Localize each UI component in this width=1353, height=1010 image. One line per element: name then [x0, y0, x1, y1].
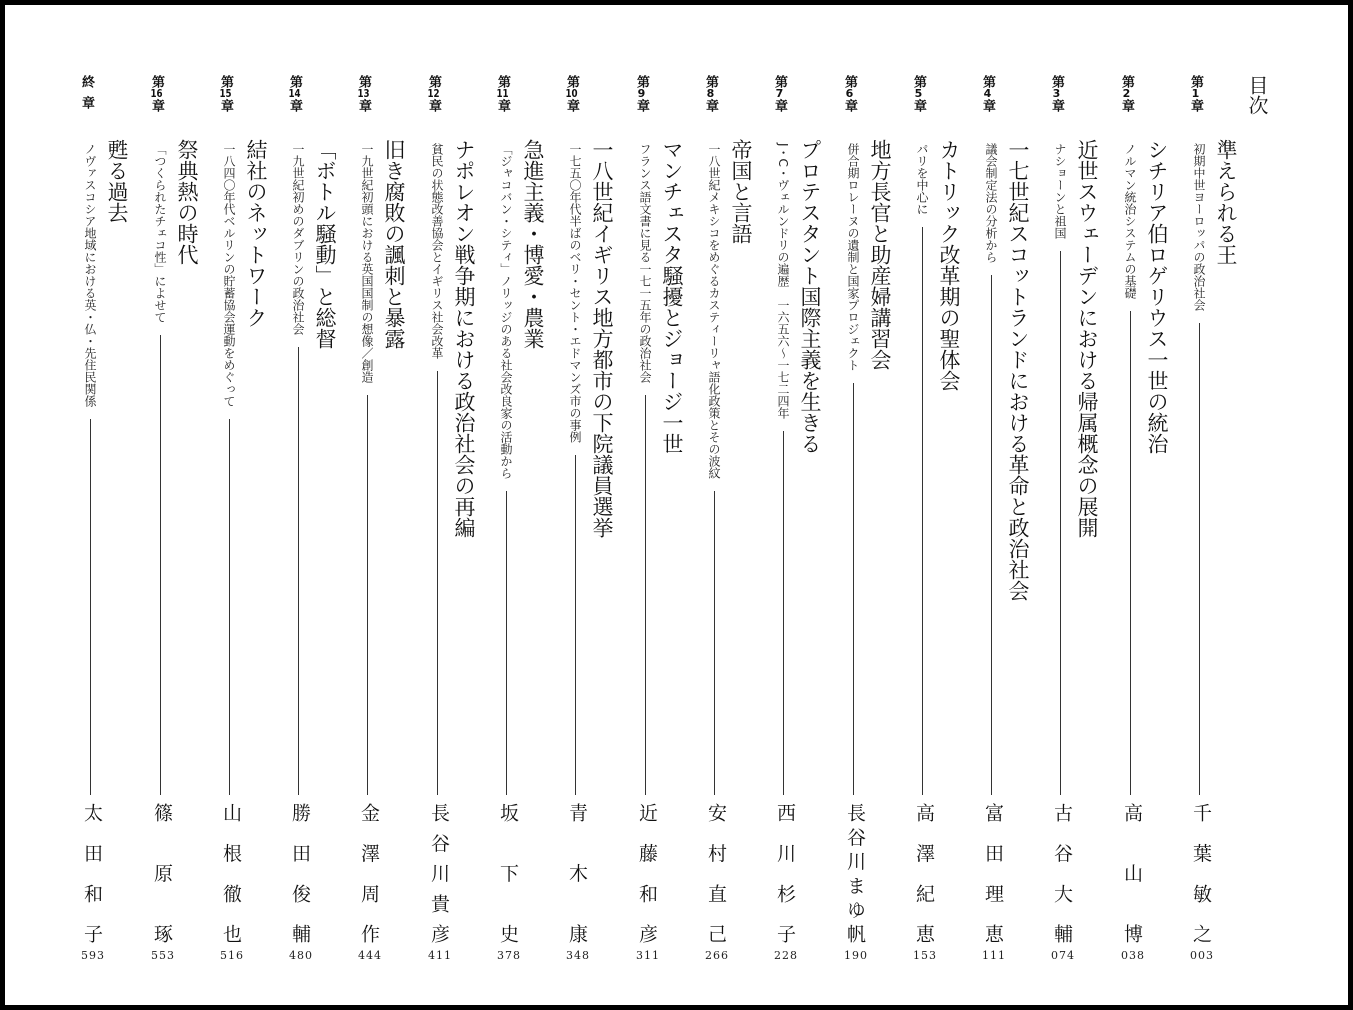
leader-line [783, 431, 784, 795]
chapter-label [700, 75, 720, 112]
chapter-subtitle: 「ジャコバン・シティ」ノリッジのある社会改良家の活動から [499, 143, 513, 479]
chapter-author: 古谷大輔 [1051, 803, 1073, 943]
chapter-label [215, 75, 235, 112]
chapter-page-number: 444 [358, 949, 382, 962]
chapter-page-number: 480 [289, 949, 313, 962]
chapter-title: マンチェスタ騒擾とジョージ一世 [660, 139, 684, 454]
chapter-entry[interactable] [146, 5, 210, 1005]
chapter-number: 7 [775, 88, 784, 99]
leader-line [229, 419, 230, 795]
chapter-author: 篠原琢 [151, 803, 173, 943]
chapter-entry[interactable] [977, 5, 1041, 1005]
chapter-entry[interactable] [423, 5, 487, 1005]
chapter-label-prefix: 第 [564, 75, 579, 88]
chapter-label-prefix: 第 [703, 75, 718, 88]
chapter-subtitle: J・C・ヴェルンドリの遍歴 一六五六〜一七二四年 [776, 143, 790, 419]
chapter-subtitle: 一九世紀初頭における英国国制の想像／創造 [360, 143, 374, 383]
chapter-author: 安村直己 [705, 803, 727, 943]
chapter-number: 14 [288, 88, 301, 99]
chapter-subtitle: 貧民の状態改善協会とイギリス社会改革 [430, 143, 444, 359]
leader-line [922, 227, 923, 795]
chapter-label-prefix: 第 [1188, 75, 1203, 88]
leader-line [506, 491, 507, 795]
chapter-number: 3 [1052, 88, 1061, 99]
chapter-label-prefix: 第 [149, 75, 164, 88]
chapter-subtitle: ノルマン統治システムの基礎 [1123, 143, 1137, 299]
chapter-entry[interactable] [215, 5, 279, 1005]
chapter-label [1185, 75, 1205, 112]
leader-line [90, 419, 91, 795]
chapter-label-suffix: 章 [426, 99, 441, 112]
chapter-number: 12 [427, 88, 440, 99]
chapter-label-prefix: 第 [356, 75, 371, 88]
chapter-page-number: 311 [636, 949, 660, 962]
chapter-page-number: 111 [982, 949, 1006, 962]
chapter-label-prefix: 第 [495, 75, 510, 88]
chapter-title: シチリア伯ロゲリウス一世の統治 [1145, 139, 1169, 454]
leader-line [991, 275, 992, 795]
chapter-title: 一七世紀スコットランドにおける革命と政治社会 [1006, 139, 1030, 601]
chapter-number: 13 [357, 88, 370, 99]
chapter-title: 一八世紀イギリス地方都市の下院議員選挙 [590, 139, 614, 538]
chapter-label-suffix: 章 [911, 99, 926, 112]
chapter-page-number: 593 [81, 949, 105, 962]
chapter-label [1046, 75, 1066, 112]
chapter-page-number: 378 [497, 949, 521, 962]
chapter-page-number: 348 [566, 949, 590, 962]
chapter-subtitle: ノヴァスコシア地域における英・仏・先住民関係 [83, 143, 97, 407]
chapter-number: 16 [150, 88, 163, 99]
chapter-author: 坂下史 [497, 803, 519, 943]
chapter-author: 西川杉子 [774, 803, 796, 943]
chapter-number: 9 [637, 88, 646, 99]
chapter-label [76, 75, 96, 117]
chapter-title: 旧き腐敗の諷刺と暴露 [382, 139, 406, 349]
chapter-page-number: 553 [151, 949, 175, 962]
chapter-author: 近藤和彦 [636, 803, 658, 943]
chapter-label-suffix: 章 [564, 99, 579, 112]
chapter-label-suffix: 章 [356, 99, 371, 112]
chapter-author: 青木康 [566, 803, 588, 943]
leader-line [575, 455, 576, 795]
chapter-label [492, 75, 512, 112]
chapter-label-suffix: 章 [79, 96, 94, 117]
chapter-author: 長谷川まゆ帆 [844, 803, 866, 943]
chapter-label [908, 75, 928, 112]
chapter-entry[interactable] [700, 5, 764, 1005]
chapter-label [1116, 75, 1136, 112]
chapter-label-prefix: 第 [772, 75, 787, 88]
chapter-author: 高澤紀恵 [913, 803, 935, 943]
leader-line [853, 383, 854, 795]
chapter-label-prefix: 第 [911, 75, 926, 88]
chapter-label-suffix: 章 [1188, 99, 1203, 112]
chapter-author: 長谷川貴彦 [428, 803, 450, 943]
chapter-label-suffix: 章 [287, 99, 302, 112]
leader-line [714, 491, 715, 795]
chapter-title: カトリック改革期の聖体会 [937, 139, 961, 391]
chapter-entry[interactable] [1046, 5, 1110, 1005]
chapter-entry[interactable] [561, 5, 625, 1005]
chapter-label-prefix: 第 [634, 75, 649, 88]
leader-line [298, 347, 299, 795]
leader-line [1199, 323, 1200, 795]
chapter-title: 結社のネットワーク [244, 139, 268, 328]
chapter-subtitle: 一八四〇年代ベルリンの貯蓄協会運動をめぐって [222, 143, 236, 407]
chapter-title: 準えられる王 [1214, 139, 1238, 265]
chapter-page-number: 266 [705, 949, 729, 962]
chapter-label-prefix: 第 [842, 75, 857, 88]
leader-line [1130, 311, 1131, 795]
chapter-title: 近世スウェーデンにおける帰属概念の展開 [1075, 139, 1099, 538]
toc-title: 目次 [1245, 75, 1269, 115]
chapter-label-suffix: 章 [1049, 99, 1064, 112]
leader-line [160, 335, 161, 795]
chapter-author: 太田和子 [81, 803, 103, 943]
chapter-label-suffix: 章 [1119, 99, 1134, 112]
chapter-subtitle: 併合期ロレーヌの遺制と国家プロジェクト [846, 143, 860, 371]
chapter-author: 金澤周作 [358, 803, 380, 943]
chapter-entry[interactable] [1185, 5, 1249, 1005]
leader-line [437, 371, 438, 795]
chapter-label-prefix: 第 [426, 75, 441, 88]
chapter-title: ナポレオン戦争期における政治社会の再編 [452, 139, 476, 538]
chapter-number: 6 [845, 88, 854, 99]
chapter-number: 8 [706, 88, 715, 99]
chapter-label-prefix: 終 [79, 75, 94, 96]
toc-page [5, 5, 1348, 1005]
chapter-number: 10 [565, 88, 578, 99]
chapter-page-number: 038 [1121, 949, 1145, 962]
chapter-number: 5 [914, 88, 923, 99]
chapter-label [631, 75, 651, 112]
chapter-subtitle: 一九世紀初めのダブリンの政治社会 [291, 143, 305, 335]
chapter-label-suffix: 章 [703, 99, 718, 112]
chapter-page-number: 190 [844, 949, 868, 962]
chapter-entry[interactable] [76, 5, 140, 1005]
chapter-entry[interactable] [1116, 5, 1180, 1005]
chapter-title: 「ボトル騒動」と総督 [313, 139, 337, 349]
chapter-label-suffix: 章 [634, 99, 649, 112]
chapter-title: 祭典熱の時代 [175, 139, 199, 265]
chapter-subtitle: パリを中心に [915, 143, 929, 215]
chapter-title: 帝国と言語 [729, 139, 753, 244]
chapter-label-prefix: 第 [1049, 75, 1064, 88]
chapter-page-number: 003 [1190, 949, 1214, 962]
leader-line [367, 395, 368, 795]
chapter-title: 甦る過去 [105, 139, 129, 223]
chapter-label [353, 75, 373, 112]
chapter-subtitle: 一七五〇年代半ばのベリ・セント・エドマンズ市の事例 [568, 143, 582, 443]
chapter-title: 急進主義・博愛・農業 [521, 139, 545, 349]
chapter-page-number: 516 [220, 949, 244, 962]
chapter-author: 富田理恵 [982, 803, 1004, 943]
chapter-author: 千葉敏之 [1190, 803, 1212, 943]
chapter-subtitle: 初期中世ヨーロッパの政治社会 [1192, 143, 1206, 311]
chapter-label-prefix: 第 [287, 75, 302, 88]
chapter-label-suffix: 章 [842, 99, 857, 112]
leader-line [645, 395, 646, 795]
chapter-label-prefix: 第 [980, 75, 995, 88]
chapter-entry[interactable] [839, 5, 903, 1005]
chapter-label [423, 75, 443, 112]
chapter-label [146, 75, 166, 112]
chapter-label [977, 75, 997, 112]
chapter-subtitle: ナショーンと祖国 [1053, 143, 1067, 239]
chapter-number: 4 [983, 88, 992, 99]
chapter-label-suffix: 章 [495, 99, 510, 112]
chapter-label [769, 75, 789, 112]
chapter-label-suffix: 章 [218, 99, 233, 112]
chapter-label-prefix: 第 [218, 75, 233, 88]
leader-line [1060, 251, 1061, 795]
chapter-author: 高山博 [1121, 803, 1143, 943]
chapter-entry[interactable] [284, 5, 348, 1005]
chapter-page-number: 153 [913, 949, 937, 962]
chapter-entry[interactable] [631, 5, 695, 1005]
chapter-subtitle: 「つくられたチェコ性」によせて [153, 143, 167, 323]
chapter-subtitle: 議会制定法の分析から [984, 143, 998, 263]
chapter-subtitle: 一八世紀メキシコをめぐるカスティーリャ語化政策とその波紋 [707, 143, 721, 479]
chapter-number: 15 [219, 88, 232, 99]
chapter-entry[interactable] [353, 5, 417, 1005]
chapter-label-suffix: 章 [980, 99, 995, 112]
chapter-page-number: 411 [428, 949, 452, 962]
chapter-label [839, 75, 859, 112]
chapter-author: 山根徹也 [220, 803, 242, 943]
chapter-author: 勝田俊輔 [289, 803, 311, 943]
chapter-label-suffix: 章 [772, 99, 787, 112]
chapter-number: 1 [1191, 88, 1200, 99]
chapter-entry[interactable] [908, 5, 972, 1005]
chapter-entry[interactable] [769, 5, 833, 1005]
chapter-label [561, 75, 581, 112]
chapter-title: 地方長官と助産婦講習会 [868, 139, 892, 370]
chapter-page-number: 228 [774, 949, 798, 962]
chapter-subtitle: フランス語文書に見る一七一五年の政治社会 [638, 143, 652, 383]
chapter-title: プロテスタント国際主義を生きる [798, 139, 822, 454]
chapter-number: 11 [496, 88, 509, 99]
chapter-page-number: 074 [1051, 949, 1075, 962]
chapter-label [284, 75, 304, 112]
chapter-entry[interactable] [492, 5, 556, 1005]
chapter-label-prefix: 第 [1119, 75, 1134, 88]
chapter-number: 2 [1122, 88, 1131, 99]
chapter-label-suffix: 章 [149, 99, 164, 112]
